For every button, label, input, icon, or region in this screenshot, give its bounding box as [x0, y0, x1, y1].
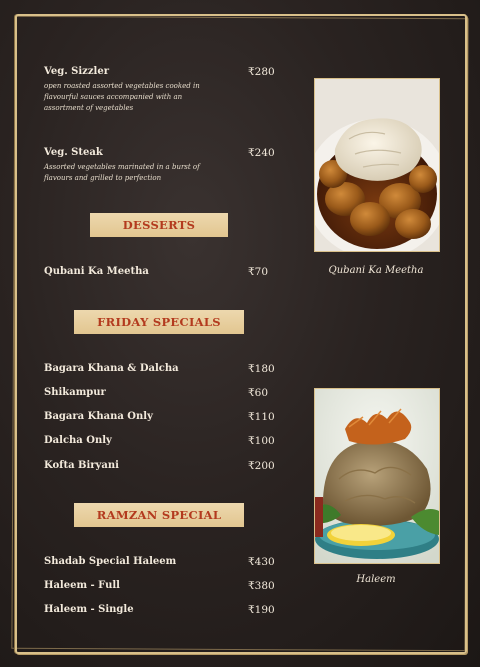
dessert-illustration — [315, 79, 439, 251]
photo-haleem — [314, 388, 440, 564]
menu-item-name: Veg. Sizzler — [44, 66, 109, 77]
section-banner-friday-specials: FRIDAY SPECIALS — [74, 310, 244, 334]
menu-item-price: ₹100 — [248, 435, 275, 447]
menu-item-name: Kofta Biryani — [44, 460, 119, 471]
menu-item-description: open roasted assorted vegetables cooked in flavourful sauces accompanied with an assortment of vegetables — [44, 82, 200, 112]
menu-item-price: ₹110 — [248, 411, 275, 423]
menu-item-price: ₹190 — [248, 604, 275, 616]
menu-item-name: Bagara Khana & Dalcha — [44, 363, 179, 374]
menu-item-price: ₹240 — [248, 147, 275, 159]
menu-item-price: ₹280 — [248, 66, 275, 78]
menu-item-description: Assorted vegetables marinated in a burst of flavours and grilled to perfection — [44, 163, 200, 182]
menu-item-name: Bagara Khana Only — [44, 411, 153, 422]
menu-item-name: Haleem - Single — [44, 604, 134, 615]
photo-caption: Qubani Ka Meetha — [328, 265, 424, 276]
menu-item-price: ₹430 — [248, 556, 275, 568]
menu-item-name: Shadab Special Haleem — [44, 556, 177, 567]
menu-item-name: Qubani Ka Meetha — [44, 266, 149, 277]
section-banner-ramzan-special: RAMZAN SPECIAL — [74, 503, 244, 527]
menu-item-name: Shikampur — [44, 387, 106, 398]
menu-item-price: ₹60 — [248, 387, 269, 399]
menu-item-name: Veg. Steak — [44, 147, 103, 158]
photo-qubani-ka-meetha — [314, 78, 440, 252]
haleem-illustration — [315, 389, 439, 563]
photo-caption: Haleem — [356, 574, 396, 585]
menu-item-price: ₹200 — [248, 460, 275, 472]
menu-item-price: ₹380 — [248, 580, 275, 592]
menu-item-price: ₹180 — [248, 363, 275, 375]
menu-item-name: Dalcha Only — [44, 435, 112, 446]
section-banner-desserts: DESSERTS — [90, 213, 228, 237]
menu-item-name: Haleem - Full — [44, 580, 120, 591]
menu-item-price: ₹70 — [248, 266, 269, 278]
